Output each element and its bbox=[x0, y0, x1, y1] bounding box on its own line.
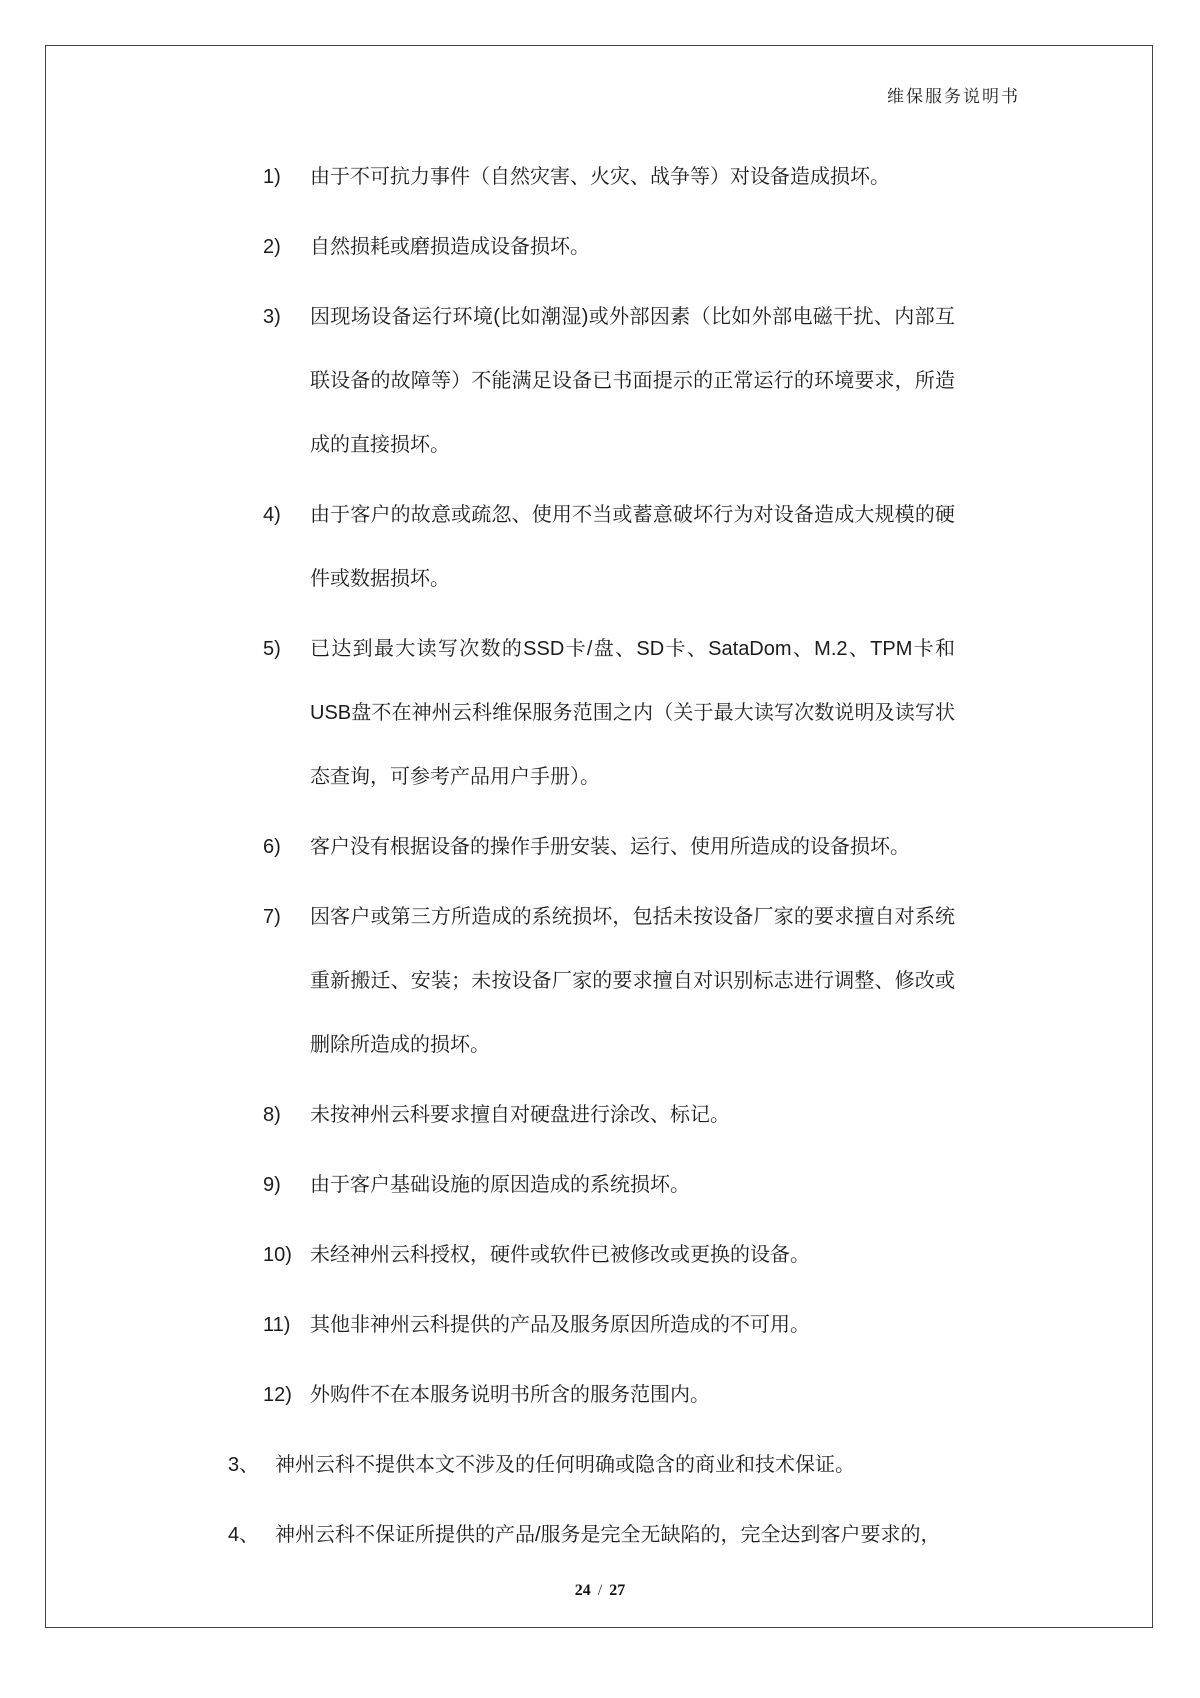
list-item-text: 未按神州云科要求擅自对硬盘进行涂改、标记。 bbox=[310, 1104, 730, 1126]
list-item-text: 客户没有根据设备的操作手册安装、运行、使用所造成的设备损坏。 bbox=[310, 836, 910, 858]
list-item-text: 其他非神州云科提供的产品及服务原因所造成的不可用。 bbox=[310, 1314, 810, 1336]
list-item bbox=[263, 885, 955, 1077]
list-item-marker: 1) bbox=[263, 166, 281, 188]
list-item-text: 自然损耗或磨损造成设备损坏。 bbox=[310, 236, 590, 258]
list-item bbox=[263, 215, 955, 279]
list-item-marker: 3) bbox=[263, 306, 281, 328]
list-item-marker: 12) bbox=[263, 1384, 292, 1406]
list-item bbox=[263, 1363, 955, 1427]
list-item-text: 因现场设备运行环境(比如潮湿)或外部因素（比如外部电磁干扰、内部互联设备的故障等）不能满足设备已书面提示的正常运行的环境要求，所造成的直接损坏。 bbox=[310, 306, 955, 456]
list-item-marker: 4) bbox=[263, 504, 281, 526]
list-item-marker: 2) bbox=[263, 236, 281, 258]
list-item bbox=[263, 1083, 955, 1147]
list-item bbox=[263, 145, 955, 209]
list-item-marker: 8) bbox=[263, 1104, 281, 1126]
list-item-marker: 3、 bbox=[228, 1454, 260, 1476]
list-item-text: 未经神州云科授权，硬件或软件已被修改或更换的设备。 bbox=[310, 1244, 810, 1266]
list-item-text: 由于不可抗力事件（自然灾害、火灾、战争等）对设备造成损坏。 bbox=[310, 166, 890, 188]
list-item bbox=[263, 1153, 955, 1217]
list-item-marker: 7) bbox=[263, 906, 281, 928]
list-item-marker: 10) bbox=[263, 1244, 292, 1266]
list-item bbox=[263, 1293, 955, 1357]
list-item bbox=[263, 617, 955, 809]
page-footer bbox=[0, 1582, 1200, 1600]
list-item-text: 由于客户的故意或疏忽、使用不当或蓄意破坏行为对设备造成大规模的硬件或数据损坏。 bbox=[310, 504, 955, 590]
list-item-text: 已达到最大读写次数的SSD卡/盘、SD卡、SataDom、M.2、TPM卡和USB盘不在神州云科维保服务范围之内（关于最大读写次数说明及读写状态查询，可参考产品用户手册）。 bbox=[310, 638, 955, 788]
page-number: 24 bbox=[574, 1582, 591, 1599]
list-item-text: 由于客户基础设施的原因造成的系统损坏。 bbox=[310, 1174, 690, 1196]
list-item bbox=[263, 815, 955, 879]
document-header-title: 维保服务说明书 bbox=[887, 87, 1020, 106]
list-item-marker: 11) bbox=[263, 1314, 291, 1336]
list-item bbox=[263, 285, 955, 477]
page-number-separator: / bbox=[597, 1582, 603, 1599]
list-item bbox=[263, 1223, 955, 1287]
list-item-text: 因客户或第三方所造成的系统损坏，包括未按设备厂家的要求擅自对系统重新搬迁、安装；未按设备厂家的要求擅自对识别标志进行调整、修改或删除所造成的损坏。 bbox=[310, 906, 955, 1056]
list-item-marker: 5) bbox=[263, 638, 281, 660]
list-item-marker: 9) bbox=[263, 1174, 281, 1196]
list-item bbox=[228, 1433, 955, 1497]
list-item-text: 神州云科不保证所提供的产品/服务是完全无缺陷的，完全达到客户要求的， bbox=[275, 1524, 941, 1546]
list-item-text: 神州云科不提供本文不涉及的任何明确或隐含的商业和技术保证。 bbox=[275, 1454, 855, 1476]
list-item bbox=[228, 1503, 955, 1567]
page-total: 27 bbox=[609, 1582, 626, 1599]
list-item bbox=[263, 483, 955, 611]
list-item-text: 外购件不在本服务说明书所含的服务范围内。 bbox=[310, 1384, 710, 1406]
page-content bbox=[228, 145, 955, 1573]
list-item-marker: 4、 bbox=[228, 1524, 260, 1546]
list-item-marker: 6) bbox=[263, 836, 281, 858]
